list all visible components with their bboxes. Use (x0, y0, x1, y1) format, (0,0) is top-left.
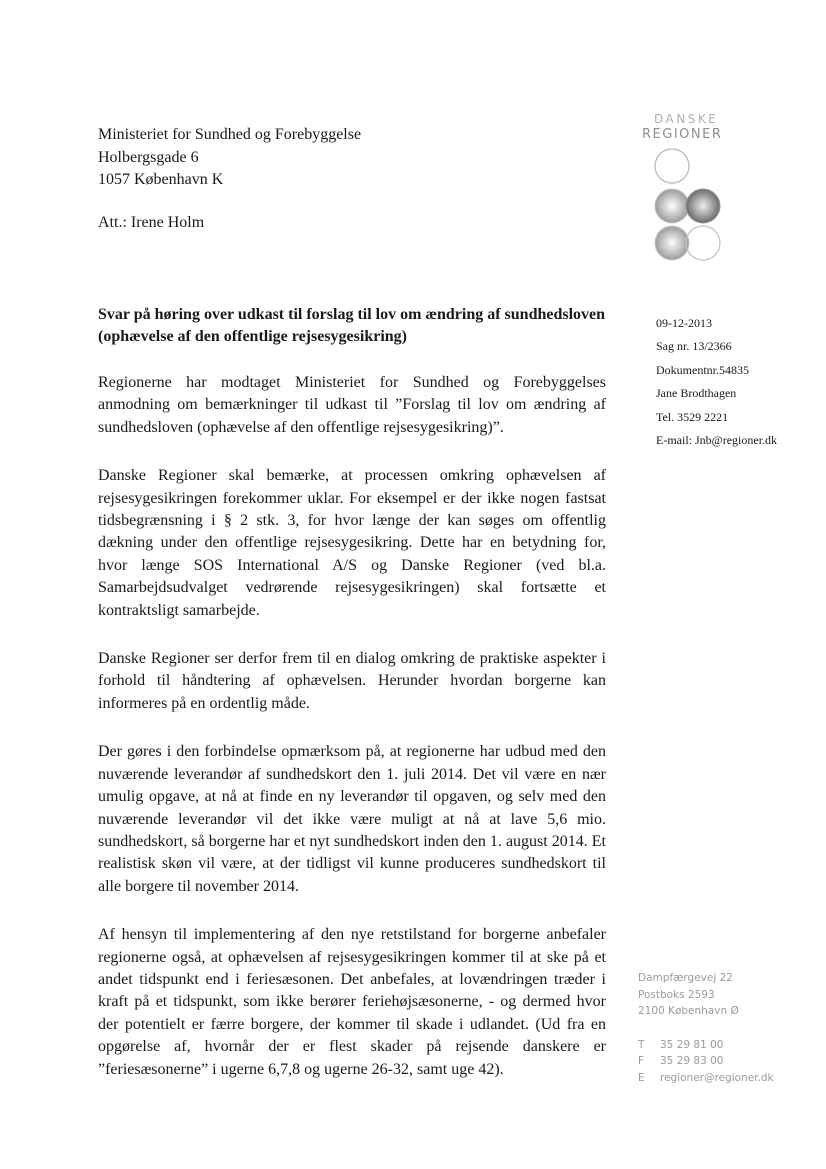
meta-contact-name: Jane Brodthagen (656, 386, 737, 401)
footer-contact-label: F (638, 1055, 645, 1067)
meta-date: 09-12-2013 (656, 316, 712, 330)
footer-contact-value: 35 29 83 00 (660, 1055, 724, 1067)
attention-line: Att.: Irene Holm (98, 214, 205, 231)
letter-body (98, 372, 606, 1107)
footer-fax (638, 1053, 774, 1070)
logo-text-line2: REGIONER (642, 127, 723, 142)
body-paragraph: Af hensyn til implementering af den nye retstilstand for borgerne anbefaler regionerne også, at ophævelsen af rejsesygesikringen kommer til at ske på et andet tidspunkt end i feriesæsonen. Det anbefales, at lovændringen træder i kraft på et tidspunkt, som ikke berører feriehøjsæsonerne, - og dermed hvor der potentielt er færre borgere, der kommer til skade i udlandet. (Ud fra en opgørelse af, hvornår der er flest skader på rejsende danskere er ”feriesæsonerne” i ugerne 6,7,8 og ugerne 26-32, samt uge 42). (98, 926, 606, 1078)
meta-email: E-mail: Jnb@regioner.dk (656, 433, 778, 448)
footer-phone (638, 1037, 774, 1054)
recipient-line: Holbergsgade 6 (98, 148, 199, 166)
footer-address-line: Postboks 2593 (638, 988, 715, 1001)
danske-regioner-logo (640, 112, 750, 264)
footer-address-line: 2100 København Ø (638, 1005, 739, 1017)
footer-contact-value: regioner@regioner.dk (660, 1071, 774, 1084)
footer-contacts (638, 1037, 774, 1087)
recipient-line: 1057 København K (98, 171, 224, 188)
body-paragraph: Regionerne har modtaget Ministeriet for Sundhed og Forebyggelses anmodning om bemærkninger til udkast til ”Forslag til lov om ændring af sundhedsloven (ophævelse af den offentlige rejsesygesikring)”. (98, 374, 606, 436)
logo-circles-icon (650, 146, 740, 264)
recipient-address (98, 124, 361, 192)
recipient-line: Ministeriet for Sundhed og Forebyggelse (98, 126, 362, 143)
body-paragraph: Danske Regioner ser derfor frem til en dialog omkring de praktiske aspekter i forhold til håndtering af ophævelsen. Herunder hvordan borgerne kan informeres på en ordentlig måde. (98, 650, 606, 712)
meta-document-number: Dokumentnr.54835 (656, 362, 749, 377)
logo-text-line1: DANSKE (654, 112, 719, 126)
sender-footer (638, 970, 774, 1086)
footer-contact-label: E (638, 1071, 645, 1084)
body-paragraph: Der gøres i den forbindelse opmærksom på, at regionerne har udbud med den nuværende leverandør af sundhedskort den 1. juli 2014. Det vil være en nær umulig opgave, at nå at finde en ny leverandør til opgaven, og selv med den nuværende leverandør vil det ikke være muligt at nå at lave 5,6 mio. sundhedskort, så borgerne har et nyt sundhedskort inden den 1. august 2014. Et realistisk skøn vil være, at der tidligst vil kunne produceres sundhedskort til alle borgere til november 2014. (98, 743, 606, 895)
body-paragraph: Danske Regioner skal bemærke, at processen omkring ophævelsen af rejsesygesikringen forekommer uklar. For eksempel er der ikke nogen fastsat tidsbegrænsning i § 2 stk. 3, for hvor længe der kan søges om offentlig dækning under den offentlige rejsesygesikring. Dette har en betydning for, hvor længe SOS International A/S og Danske Regioner (ved bl.a. Samarbejdsudvalget vedrørende rejsesygesikringen) skal fortsætte et kontraktsligt samarbejde. (98, 467, 606, 619)
footer-contact-label: T (638, 1038, 645, 1051)
footer-address-line: Dampfærgevej 22 (638, 972, 733, 984)
meta-case-number: Sag nr. 13/2366 (656, 339, 732, 354)
subject-heading: Svar på høring over udkast til forslag til lov om ændring af sundhedsloven (ophævelse af den offentlige rejsesygesikring) (98, 306, 606, 345)
meta-phone: Tel. 3529 2221 (656, 409, 729, 424)
footer-email (638, 1070, 774, 1087)
document-metadata (656, 312, 777, 452)
footer-contact-value: 35 29 81 00 (660, 1038, 724, 1051)
